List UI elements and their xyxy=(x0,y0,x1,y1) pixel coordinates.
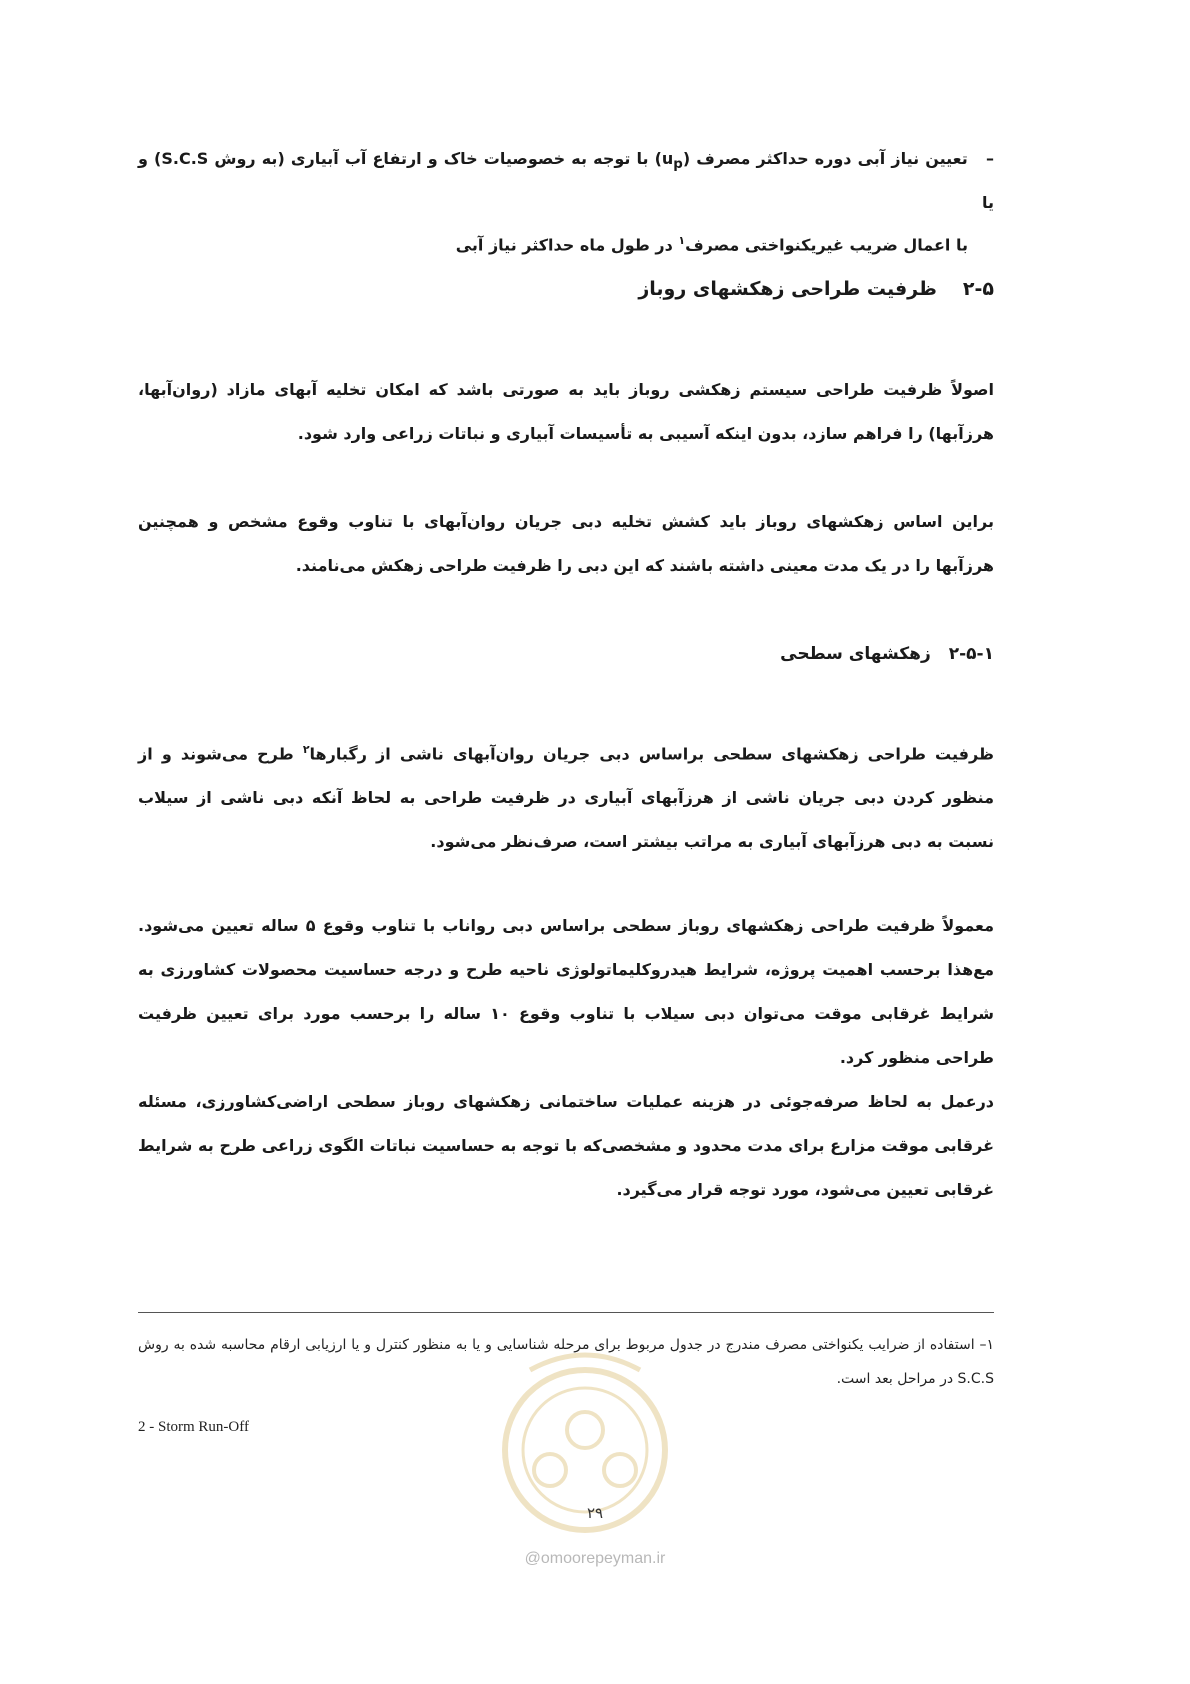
paragraph-2: براین اساس زهکشهای روباز باید کشش تخلیه دبی جریان روان‌آبهای با تناوب وقوع مشخص و همچنین هرزآبها را در یک مدت معینی داشته باشند که این دبی را ظرفیت طراحی زهکش می‌نامند. xyxy=(138,512,994,575)
subsection-number: ۲-۵-۱ xyxy=(948,644,994,664)
bullet-subscript: p xyxy=(673,157,683,173)
footnote-ref-1: ۱ xyxy=(678,234,686,248)
bullet-text-1b: ) با توجه به خصوصیات خاک و ارتفاع آب آبیاری (به روش S.C.S) و یا xyxy=(138,149,994,213)
subsection-heading xyxy=(138,644,994,664)
paragraph-3 xyxy=(138,728,994,864)
watermark-seal-icon xyxy=(490,1330,680,1560)
bullet-line-2 xyxy=(138,222,994,264)
paragraph-3-text-b: طرح می‌شوند و از منظور کردن دبی جریان ناشی از هرزآبهای آبیاری در ظرفیت طراحی به لحاظ آنکه دبی ناشی از سیلاب نسبت به دبی هرزآبهای آبیاری به مراتب بیشتر است، صرف‌نظر می‌شود. xyxy=(138,744,994,852)
bullet-dash: – xyxy=(986,149,995,168)
page-number: ۲۹ xyxy=(586,1504,604,1522)
bullet-text-1a: تعیین نیاز آبی دوره حداکثر مصرف (u xyxy=(661,149,968,168)
watermark-text: @omoorepeyman.ir xyxy=(524,1550,666,1567)
bullet-text-2a: با اعمال ضریب غیریکنواختی مصرف xyxy=(685,235,968,255)
paragraph-1: اصولاً ظرفیت طراحی سیستم زهکشی روباز باید به صورتی باشد که امکان تخلیه آبهای مازاد (روان‌آبها، هرزآبها) را فراهم سازد، بدون اینکه آسیبی به تأسیسات آبیاری و نباتات زراعی وارد شود. xyxy=(138,380,994,443)
paragraph-4: معمولاً ظرفیت طراحی زهکشهای روباز سطحی براساس دبی رواناب با تناوب وقوع ۵ ساله تعیین می‌شود. مع‌هذا برحسب اهمیت پروژه، شرایط هیدروکلیماتولوژی ناحیه طرح و درجه حساسیت محصولات کشاورزی به شرایط غرقابی موقت می‌توان دبی سیلاب با تناوب وقوع ۱۰ ساله را برحسب مورد برای تعیین ظرفیت طراحی منظور کرد. xyxy=(138,916,995,1067)
bullet-item xyxy=(138,140,994,265)
footnote-ref-2: ۲ xyxy=(302,743,310,756)
subsection-title: زهکشهای سطحی xyxy=(780,644,931,664)
footnote-divider xyxy=(138,1312,994,1313)
bullet-text-2b: در طول ماه حداکثر نیاز آبی xyxy=(455,235,679,255)
footnote-1: ۱– استفاده از ضرایب یکنواختی مصرف مندرج در جدول مربوط برای مرحله شناسایی و یا به منظور کنترل و یا ارزیابی ارقام محاسبه شده به روش S.C.S در مراحل بعد است. xyxy=(138,1337,994,1387)
bullet-line-1 xyxy=(138,140,994,222)
paragraph-3-text-a: ظرفیت طراحی زهکشهای سطحی براساس دبی جریان روان‌آبهای ناشی از رگبارها xyxy=(309,744,994,764)
paragraph-5: درعمل به لحاظ صرفه‌جوئی در هزینه عملیات ساختمانی زهکشهای روباز سطحی اراضی‌کشاورزی، مسئله غرقابی موقت مزارع برای مدت محدود و مشخصی‌که با توجه به حساسیت نباتات الگوی زراعی طرح به شرایط غرقابی تعیین می‌شود، مورد توجه قرار می‌گیرد. xyxy=(138,1092,994,1199)
section-heading xyxy=(138,278,994,300)
section-title: ظرفیت طراحی زهکشهای روباز xyxy=(638,278,937,300)
footnote-2: 2 - Storm Run-Off xyxy=(138,1419,249,1435)
section-number: ۲-۵ xyxy=(962,278,994,300)
